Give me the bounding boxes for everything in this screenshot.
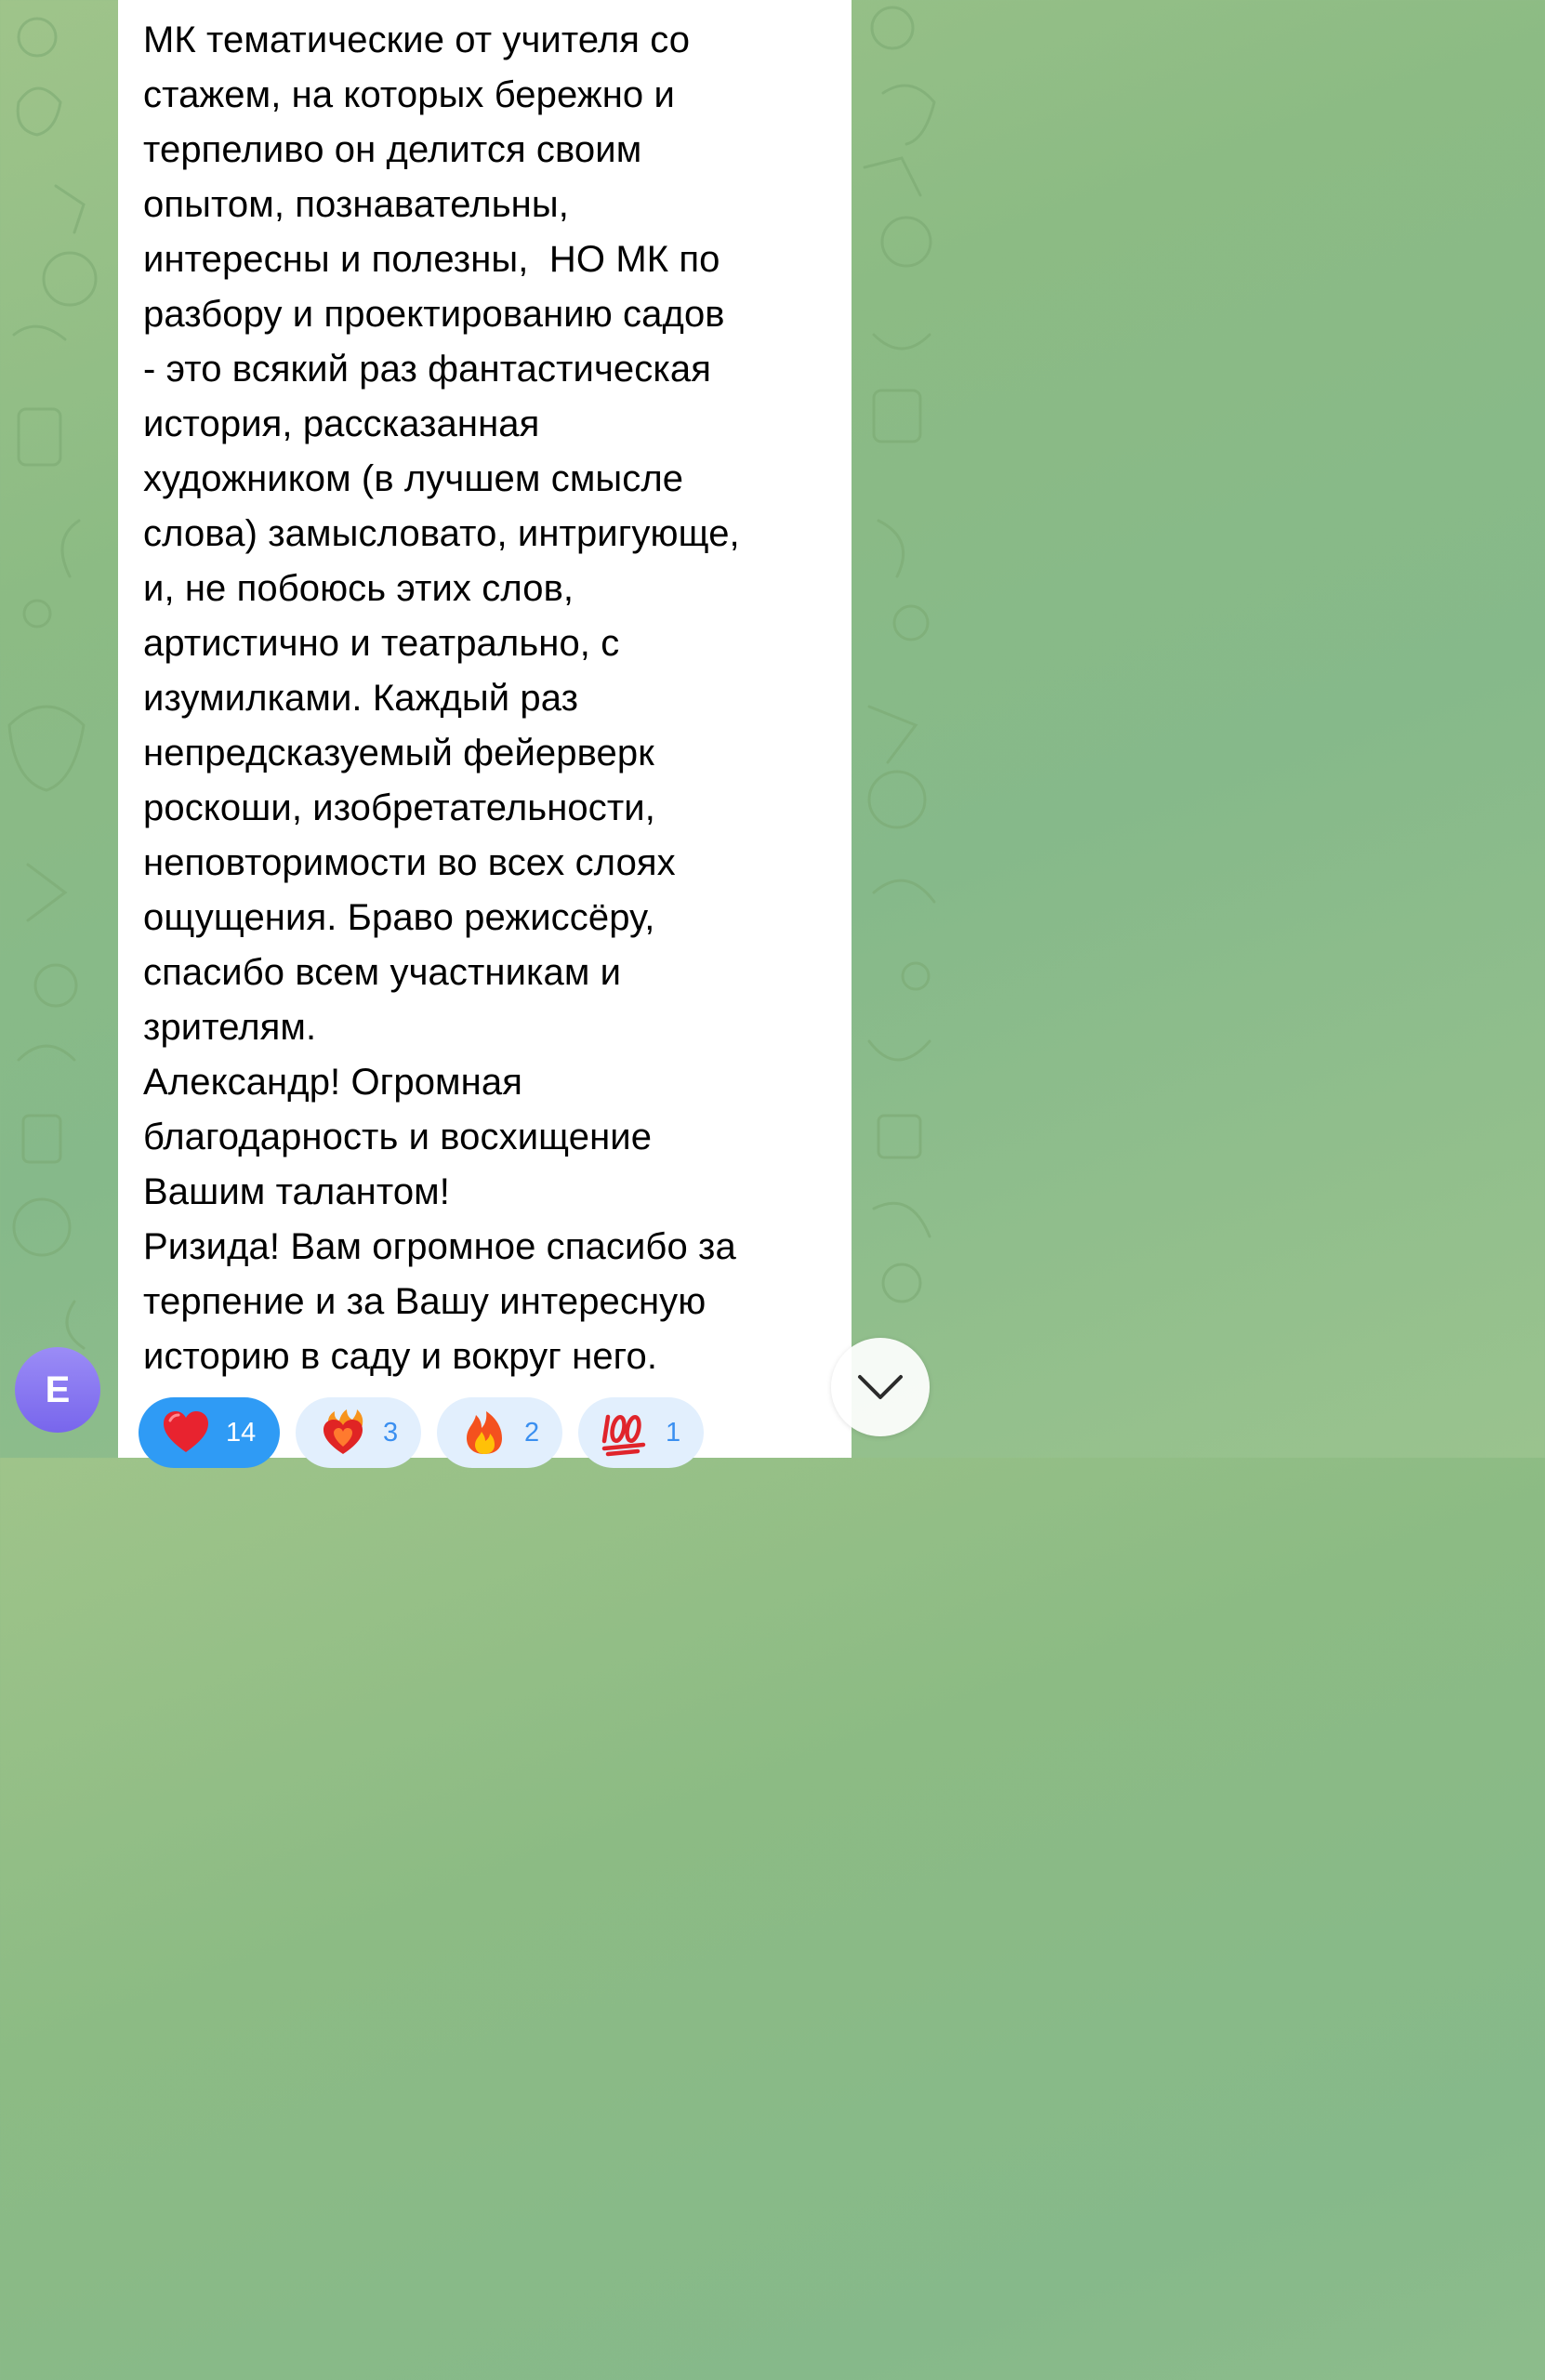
message-line: историю в саду и вокруг него. [143,1336,658,1377]
message-line: ощущения. Браво режиссёру, [143,897,655,938]
reaction-count: 2 [524,1417,540,1448]
message-line: опытом, познавательны, [143,184,569,225]
reaction-heart-on-fire[interactable] [296,1397,421,1468]
message-line: изумилками. Каждый раз [143,678,579,719]
red-heart-icon [161,1408,211,1458]
reaction-red-heart[interactable] [139,1397,280,1468]
message-line: артистично и театрально, с [143,623,620,664]
message-line: история, рассказанная [143,403,540,444]
reaction-count: 3 [383,1417,399,1448]
message-line: неповторимости во всех слоях [143,842,676,883]
message-line: непредсказуемый фейерверк [143,733,654,774]
message-line: Ризида! Вам огромное спасибо за [143,1226,736,1267]
heart-on-fire-icon [318,1408,368,1458]
message-line: - это всякий раз фантастическая [143,349,711,390]
reaction-count: 14 [226,1417,257,1448]
hundred-points-icon [601,1408,651,1458]
message-line: роскоши, изобретательности, [143,787,655,828]
scroll-to-bottom-button[interactable] [831,1338,930,1436]
message-line: МК тематические от учителя со [143,20,691,60]
message-line: благодарность и восхищение [143,1117,653,1157]
message-line: Вашим талантом! [143,1171,450,1212]
message-bubble[interactable] [118,0,852,1458]
message-line: Александр! Огромная [143,1062,522,1103]
avatar-initial: E [45,1368,71,1410]
message-text [143,13,829,1384]
message-line: и, не побоюсь этих слов, [143,568,574,609]
message-line: стажем, на которых бережно и [143,74,675,115]
reaction-fire[interactable] [437,1397,562,1468]
message-line: разбору и проектированию садов [143,294,725,335]
message-line: художником (в лучшем смысле [143,458,684,499]
reactions-bar [139,1397,704,1468]
message-line: зрителям. [143,1007,317,1048]
message-line: слова) замысловато, интригующе, [143,513,740,554]
reaction-hundred-points[interactable] [578,1397,704,1468]
chevron-down-icon [854,1371,906,1403]
avatar[interactable] [15,1347,100,1433]
message-line: терпение и за Вашу интересную [143,1281,706,1322]
reaction-count: 1 [666,1417,681,1448]
message-line: спасибо всем участникам и [143,952,622,993]
message-line: терпеливо он делится своим [143,129,642,170]
message-line: интересны и полезны, НО МК по [143,239,720,280]
fire-icon [459,1408,509,1458]
